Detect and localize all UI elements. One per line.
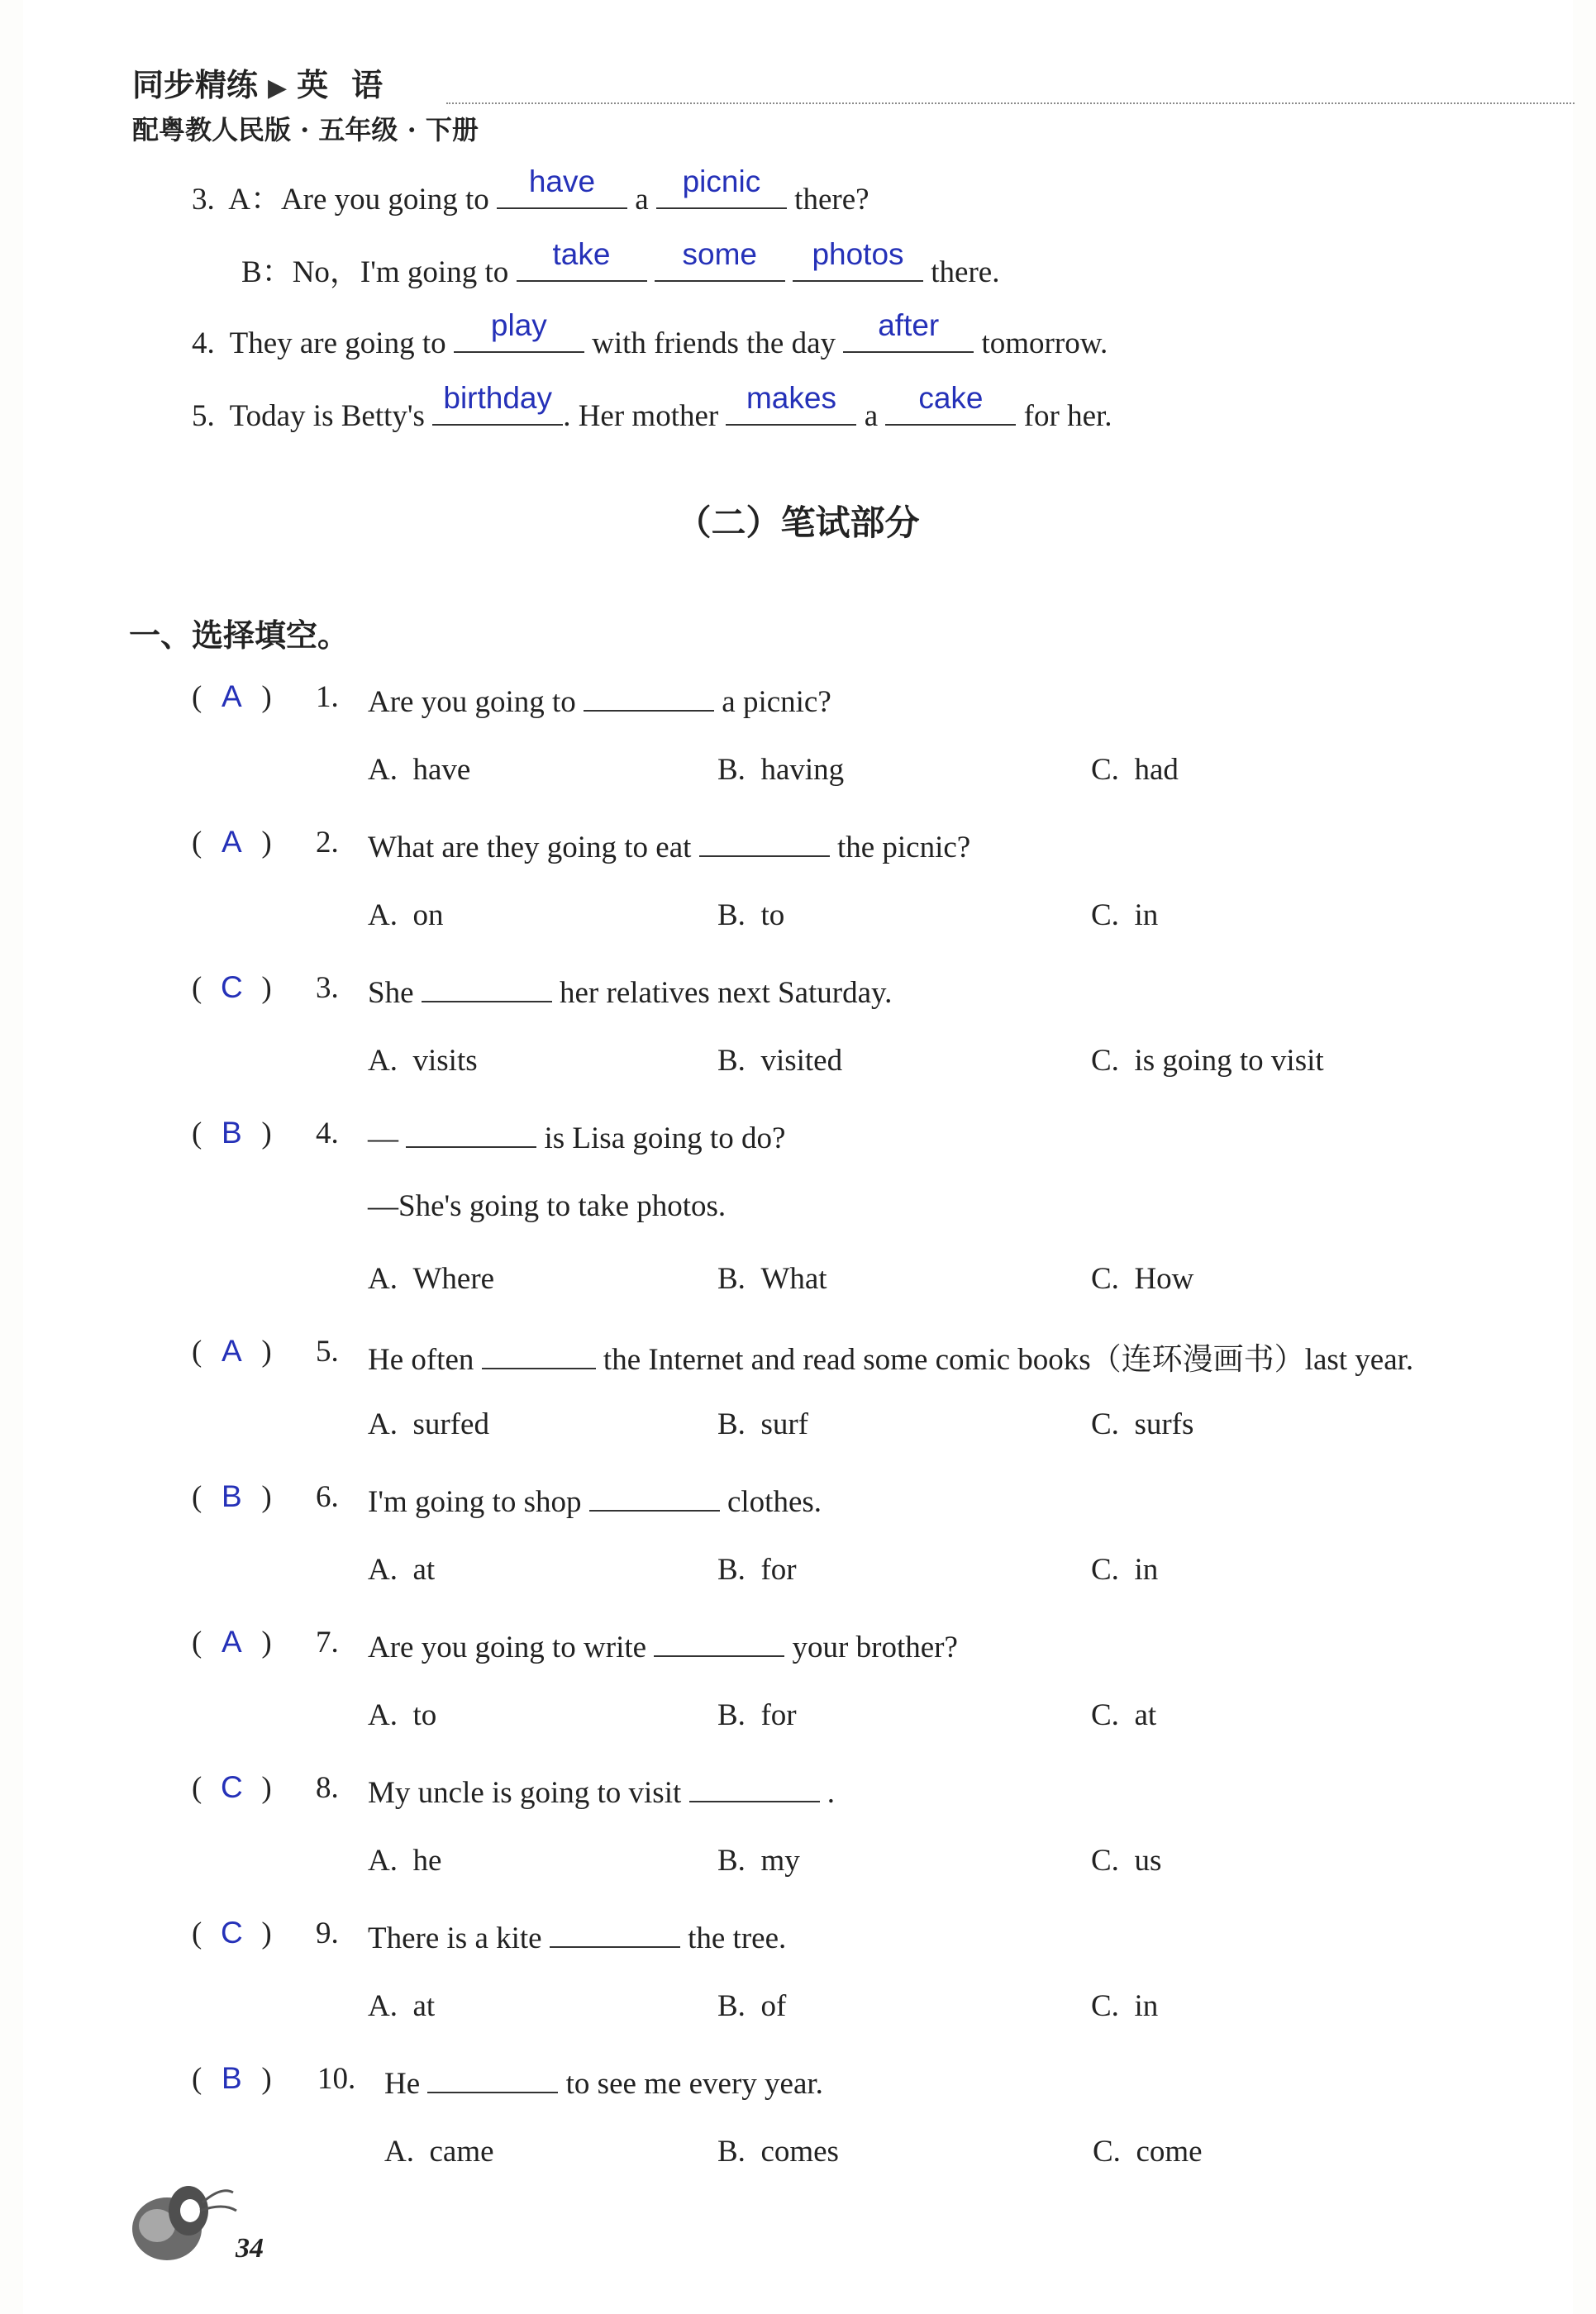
option-a [368, 1697, 436, 1733]
fill-blank [584, 679, 714, 712]
option-letter: A. [368, 753, 398, 787]
question-stem [368, 1479, 822, 1520]
fill-blank [422, 970, 552, 1002]
answer-letter: A [221, 1625, 242, 1659]
option-c [1091, 752, 1179, 788]
question-stem [368, 970, 892, 1011]
option-letter: B. [717, 1989, 746, 2023]
stem-text: What are they going to eat [368, 831, 692, 864]
option-a [368, 752, 470, 788]
handwritten-answer: picnic [682, 164, 761, 198]
question-stem [368, 1334, 1413, 1378]
option-letter: A. [368, 898, 398, 932]
option-letter: C. [1091, 1262, 1119, 1296]
stem-text: to see me every year. [565, 2067, 823, 2101]
option-letter: A. [368, 1989, 398, 2023]
handwritten-answer: birthday [443, 380, 553, 415]
option-text: surf [760, 1407, 808, 1441]
option-c [1091, 1043, 1324, 1078]
option-letter: B. [717, 2135, 746, 2169]
option-text: of [760, 1989, 787, 2023]
option-a [368, 1843, 441, 1878]
question-number: 7. [316, 1626, 339, 1659]
handwritten-answer: photos [812, 237, 904, 271]
sentence-text: a [635, 183, 649, 217]
option-b [717, 1261, 827, 1297]
fill-blank [482, 1337, 596, 1369]
option-text: in [1134, 1989, 1159, 2023]
option-b [717, 752, 844, 788]
section-title: （二）笔试部分 [676, 502, 920, 543]
option-text: visits [412, 1044, 478, 1078]
subject-name: 英语 [297, 67, 407, 103]
option-text: came [429, 2135, 494, 2169]
answer-letter: A [221, 1334, 242, 1368]
header-divider [446, 102, 1575, 104]
listening-q5 [192, 380, 1112, 434]
option-text: What [760, 1262, 827, 1296]
sentence-text: with friends the day [592, 326, 836, 360]
question-number: 2. [316, 826, 339, 859]
option-a [384, 2134, 494, 2169]
question-number: 3. [316, 971, 339, 1005]
handwritten-answer: after [878, 307, 940, 342]
answer-letter: B [221, 2061, 242, 2095]
sentence-text: . Her mother [563, 398, 719, 433]
answer-blank [726, 380, 856, 426]
stem-text: your brother? [792, 1631, 958, 1664]
option-letter: C. [1091, 898, 1119, 932]
question-stem [368, 679, 831, 720]
sentence-text: tomorrow. [981, 326, 1108, 360]
stem-text: her relatives next Saturday. [560, 976, 893, 1010]
fill-blank [699, 825, 830, 857]
question-stem [368, 1916, 786, 1956]
fill-blank [427, 2061, 558, 2093]
option-text: he [412, 1844, 442, 1878]
option-letter: B. [717, 1553, 746, 1587]
answer-parentheses: ( C ) [192, 1770, 272, 1805]
option-text: at [412, 1989, 436, 2023]
option-letter: C. [1091, 1698, 1119, 1732]
option-text: on [412, 898, 444, 932]
option-b [717, 1697, 797, 1733]
option-letter: C. [1091, 1553, 1119, 1587]
stem-text: the tree. [688, 1921, 787, 1955]
sentence-text: No，I'm going to [292, 255, 509, 289]
answer-blank [517, 237, 647, 282]
page-number: 34 [236, 2233, 264, 2264]
fill-blank [589, 1479, 720, 1512]
option-letter: A. [368, 1844, 398, 1878]
question-stem [368, 825, 970, 865]
handwritten-answer: makes [746, 380, 836, 415]
answer-parentheses: ( A ) [192, 679, 272, 714]
stem-text: Are you going to [368, 685, 576, 719]
reply-line: —She's going to take photos. [368, 1189, 727, 1223]
option-b [717, 1407, 808, 1442]
option-text: us [1134, 1844, 1162, 1878]
answer-parentheses: ( A ) [192, 1625, 272, 1659]
option-text: in [1134, 898, 1159, 932]
option-a [368, 1552, 435, 1588]
answer-parentheses: ( B ) [192, 1479, 272, 1514]
answer-blank [497, 164, 627, 209]
option-c [1091, 898, 1158, 933]
option-c [1093, 2134, 1203, 2169]
option-letter: A. [368, 1553, 398, 1587]
speaker-label: A： [228, 183, 281, 217]
stem-text: There is a kite [368, 1921, 542, 1955]
option-letter: B. [717, 753, 746, 787]
speaker-label: B： [241, 255, 293, 289]
option-text: for [760, 1698, 797, 1732]
option-text: Where [412, 1262, 495, 1296]
part-heading: 一、选择填空。 [129, 617, 350, 654]
option-text: to [760, 898, 785, 932]
stem-text: Are you going to write [368, 1631, 647, 1664]
question-stem [368, 1625, 958, 1665]
book-series-title [132, 60, 406, 105]
option-letter: B. [717, 1407, 746, 1441]
question-number: 5. [316, 1335, 339, 1369]
fill-blank [406, 1116, 536, 1148]
listening-q3b [241, 237, 1000, 291]
fill-blank [689, 1770, 820, 1802]
stem-text: the picnic? [836, 831, 971, 864]
sentence-text: Today is Betty's [229, 398, 425, 433]
listening-q4 [192, 307, 1108, 361]
option-a [368, 1261, 494, 1297]
answer-letter: A [221, 679, 242, 713]
sentence-text: there? [794, 183, 869, 217]
answer-blank [432, 380, 563, 426]
answer-blank [843, 307, 974, 353]
sentence-text: Are you going to [280, 183, 489, 217]
answer-letter: B [221, 1116, 242, 1150]
option-c [1091, 1261, 1193, 1297]
option-a [368, 1407, 489, 1442]
option-letter: C. [1091, 1844, 1119, 1878]
stem-text: — [368, 1121, 398, 1155]
option-letter: B. [717, 1698, 746, 1732]
stem-text: a picnic? [722, 685, 831, 719]
option-letter: C. [1091, 1044, 1119, 1078]
option-a [368, 898, 443, 933]
butterfly-icon [124, 2178, 240, 2269]
sentence-text: a [864, 398, 879, 433]
question-number: 3. [192, 183, 215, 217]
answer-letter: B [221, 1479, 242, 1513]
option-b [717, 898, 784, 933]
question-number: 8. [316, 1771, 339, 1805]
stem-text: She [368, 976, 414, 1010]
question-number: 4. [192, 326, 215, 360]
question-stem [368, 1770, 835, 1811]
option-letter: A. [368, 1044, 398, 1078]
option-b [717, 2134, 839, 2169]
option-letter: C. [1091, 753, 1119, 787]
handwritten-answer: some [682, 237, 757, 271]
question-number: 5. [192, 398, 215, 433]
option-text: at [1134, 1698, 1157, 1732]
option-text: my [760, 1844, 800, 1878]
stem-text: He [384, 2067, 421, 2101]
series-name: 同步精练 [132, 67, 259, 103]
answer-parentheses: ( C ) [192, 1916, 272, 1950]
option-text: surfs [1134, 1407, 1194, 1441]
answer-blank [885, 380, 1016, 426]
stem-text: He often [368, 1343, 474, 1377]
sentence-text: They are going to [229, 326, 446, 360]
option-letter: C. [1093, 2135, 1121, 2169]
option-c [1091, 1988, 1158, 2024]
question-stem [368, 1116, 785, 1156]
option-letter: B. [717, 898, 746, 932]
option-c [1091, 1697, 1156, 1733]
option-text: had [1134, 753, 1179, 787]
question-number: 1. [316, 680, 339, 714]
option-b [717, 1988, 786, 2024]
sentence-text: there. [931, 255, 1000, 289]
option-letter: B. [717, 1262, 746, 1296]
stem-text: is Lisa going to do? [544, 1121, 786, 1155]
stem-text: the Internet and read some comic books（连环漫画书）last year. [603, 1343, 1414, 1377]
option-text: visited [760, 1044, 843, 1078]
option-letter: A. [368, 1407, 398, 1441]
question-stem [384, 2061, 823, 2102]
handwritten-answer: take [552, 237, 611, 271]
option-b [717, 1843, 800, 1878]
option-text: at [412, 1553, 436, 1587]
answer-parentheses: ( A ) [192, 825, 272, 859]
question-number: 4. [316, 1117, 339, 1150]
handwritten-answer: cake [918, 380, 984, 415]
handwritten-answer: play [490, 307, 547, 342]
listening-q3a [192, 164, 869, 218]
option-b [717, 1043, 842, 1078]
option-text: How [1134, 1262, 1194, 1296]
answer-letter: C [220, 1770, 243, 1804]
stem-text: clothes. [727, 1485, 822, 1519]
stem-text: I'm going to shop [368, 1485, 582, 1519]
answer-blank [655, 237, 785, 282]
answer-letter: A [221, 825, 242, 859]
answer-blank [454, 307, 584, 353]
answer-letter: C [220, 1916, 243, 1950]
option-text: comes [760, 2135, 839, 2169]
option-letter: C. [1091, 1407, 1119, 1441]
option-c [1091, 1552, 1158, 1588]
edition-line: 配粤教人民版 · 五年级 · 下册 [132, 114, 479, 145]
fill-blank [654, 1625, 784, 1657]
handwritten-answer: have [528, 164, 596, 198]
option-letter: A. [368, 1698, 398, 1732]
option-text: in [1134, 1553, 1159, 1587]
option-a [368, 1988, 435, 2024]
answer-parentheses: ( C ) [192, 970, 272, 1005]
answer-blank [656, 164, 787, 209]
answer-parentheses: ( A ) [192, 1334, 272, 1369]
option-text: having [760, 753, 845, 787]
option-text: have [412, 753, 471, 787]
option-c [1091, 1843, 1161, 1878]
option-b [717, 1552, 797, 1588]
question-number: 9. [316, 1916, 339, 1950]
option-letter: A. [368, 1262, 398, 1296]
answer-parentheses: ( B ) [192, 1116, 272, 1150]
option-letter: C. [1091, 1989, 1119, 2023]
option-text: to [412, 1698, 437, 1732]
question-number: 6. [316, 1480, 339, 1514]
triangle-arrow-icon: ▶ [268, 74, 288, 102]
option-text: surfed [412, 1407, 489, 1441]
option-text: for [760, 1553, 797, 1587]
option-letter: A. [384, 2135, 414, 2169]
fill-blank [550, 1916, 680, 1948]
question-number: 10. [317, 2062, 356, 2096]
sentence-text: for her. [1023, 398, 1112, 433]
answer-parentheses: ( B ) [192, 2061, 272, 2096]
stem-text: My uncle is going to visit [368, 1776, 682, 1810]
option-letter: B. [717, 1044, 746, 1078]
answer-letter: C [220, 970, 243, 1004]
stem-text: . [827, 1776, 835, 1810]
option-c [1091, 1407, 1193, 1442]
option-a [368, 1043, 478, 1078]
option-text: is going to visit [1134, 1044, 1324, 1078]
option-letter: B. [717, 1844, 746, 1878]
answer-blank [793, 237, 923, 282]
option-text: come [1136, 2135, 1203, 2169]
